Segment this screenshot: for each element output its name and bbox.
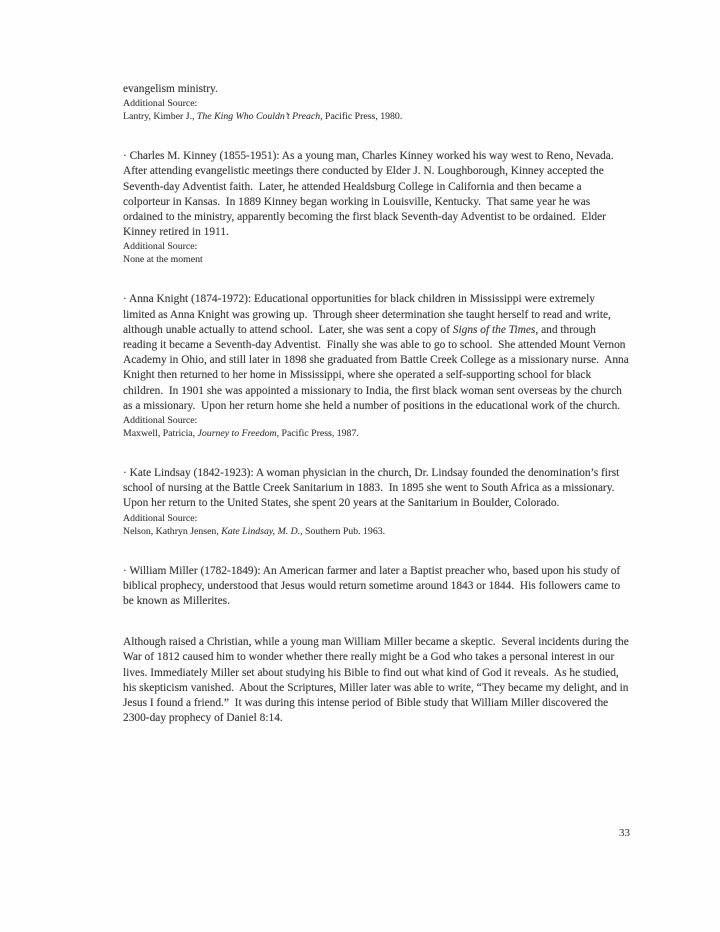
text-segment: , Southern Pub. 1963.	[300, 525, 386, 537]
text-segment: · Anna Knight (1874-1972): Educational opportunities for black children in Mississippi were extremely limited as Anna Knight was growing up. Through sheer determination she taught herself to read and write, although unable actually to attend school. Later, she was sent a copy of	[123, 293, 614, 336]
text-segment: Nelson, Kathryn Jensen,	[123, 525, 222, 537]
entry-paragraph	[123, 564, 630, 610]
entry-paragraph	[123, 149, 630, 240]
paragraph-continuation	[123, 82, 630, 97]
additional-source-label: Additional Source:	[123, 415, 198, 427]
entry-kate-lindsay	[123, 466, 630, 538]
italic-title-text: Journey to Freedom	[197, 428, 277, 440]
entry-anna-knight	[123, 292, 630, 440]
text-segment: None at the moment	[123, 254, 203, 266]
text-segment: Although raised a Christian, while a young man William Miller became a skeptic. Several incidents during the War of 1812 caused him to wonder whether there really might be a God who takes a personal interest in our lives. Immediately Miller set about studying his Bible to find out what kind of God it reveals. As he studied, his skepticism vanished. About the Scriptures, Miller later was able to write, “They became my delight, and in Jesus I found a friend.” It was during this intense period of Bible study that William Miller discovered the 2300-day prophecy of Daniel 8:14.	[123, 636, 632, 725]
text-segment: evangelism ministry.	[123, 83, 218, 95]
text-segment: , Pacific Press, 1987.	[276, 428, 359, 440]
text-segment: Lantry, Kimber J.,	[123, 111, 197, 123]
text-segment: , and through reading it became a Seventh-day Adventist. Finally she was able to go to school. She attended Mount Vernon Academy in Ohio, and still later in 1898 she graduated from Battle Creek College as a missionary nurse. Anna Knight then returned to her home in Mississippi, where she operated a self-supporting school for black children. In 1901 she was appointed a missionary to India, the first black woman sent overseas by the church as a missionary. Upon her return home she held a number of positions in the educational work of the church.	[123, 323, 632, 412]
source-citation-maxwell	[123, 427, 630, 440]
text-segment: Maxwell, Patricia,	[123, 428, 198, 440]
source-citation-lantry	[123, 110, 630, 123]
italic-title-text: The King Who Couldn’t Preach	[196, 111, 321, 123]
text-segment: · Kate Lindsay (1842-1923): A woman physician in the church, Dr. Lindsay founded the denomination’s first school of nursing at the Battle Creek Sanitarium in 1883. In 1895 she went to South Africa as a missionary. Upon her return to the United States, she spent 20 years at the Sanitarium in Boulder, Colorado.	[123, 467, 623, 510]
entry-paragraph	[123, 292, 630, 414]
entry-william-miller	[123, 564, 630, 610]
additional-source-label: Additional Source:	[123, 512, 198, 524]
entry-charles-kinney	[123, 149, 630, 266]
text-segment: , Pacific Press, 1980.	[320, 111, 403, 123]
page-number: 33	[619, 827, 630, 839]
additional-source-label: Additional Source:	[123, 98, 198, 110]
italic-title-text: Kate Lindsay, M. D.	[221, 525, 301, 537]
text-segment: · Charles M. Kinney (1855-1951): As a young man, Charles Kinney worked his way west to Reno, Nevada. After attending evangelistic meetings there conducted by Elder J. N. Loughborough, Kinney accepted the Seventh-day Adventist faith. Later, he attended Healdsburg College in California and then became a colporteur in Kansas. In 1889 Kinney began working in Louisville, Kentucky. That same year he was ordained to the ministry, apparently becoming the first black Seventh-day Adventist to be ordained. Elder Kinney retired in 1911.	[123, 150, 619, 239]
italic-title-text: Signs of the Times	[452, 323, 536, 336]
paragraph-william-miller-story	[123, 635, 630, 726]
source-citation-nelson	[123, 525, 630, 538]
entry-paragraph	[123, 466, 630, 512]
source-citation-none	[123, 253, 630, 266]
additional-source-label: Additional Source:	[123, 241, 198, 253]
text-segment: · William Miller (1782-1849): An American farmer and later a Baptist preacher who, based upon his study of biblical prophecy, understood that Jesus would return sometime around 1843 or 1844. His followers came to be known as Millerites.	[123, 564, 624, 608]
